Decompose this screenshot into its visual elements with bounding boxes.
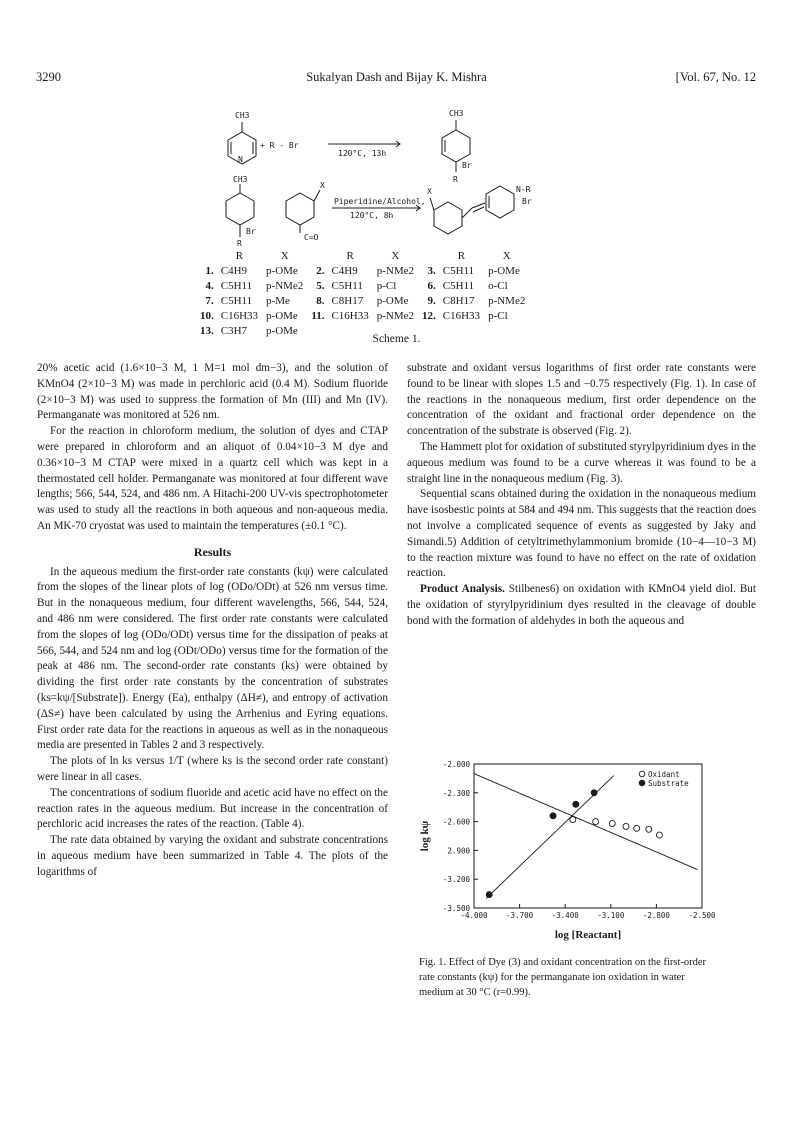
table-header: X: [502, 249, 511, 262]
compound-x: p-NMe2: [376, 309, 415, 322]
paragraph-text: Stilbenes6) on oxidation with KMnO4 yield diol. But the oxidation of styrylpyridinium dyes resulted in the cleavage of double bond with the formation of aldehydes in both the aqueous and: [407, 583, 757, 627]
compound-number: 6.: [427, 279, 436, 292]
compound-x: p-NMe2: [266, 279, 304, 292]
compound-x: p-NMe2: [488, 294, 526, 307]
table-row: [196, 308, 529, 323]
figure-1-chart: [410, 752, 730, 948]
y-tick-label: -2.000: [442, 760, 470, 769]
table-header: X: [391, 249, 400, 262]
table-header-row: [196, 248, 529, 263]
compound-number: 5.: [316, 279, 325, 292]
data-point-substrate: [486, 892, 492, 898]
scheme-structures: [200, 100, 600, 250]
compound-r: C8H17: [331, 294, 364, 307]
data-point-substrate: [591, 790, 597, 796]
compound-r: C3H7: [220, 324, 248, 337]
styryl-phenyl-ring: [434, 202, 462, 234]
paragraph: 20% acetic acid (1.6×10−3 M, 1 M=1 mol dm−3), and the solution of KMnO4 (2×10−3 M) was made in perchloric acid (0.4 M). Sodium fluoride (2×10−3 M) was used to suppress the formation of Mn (III) and Mn (IV). Permanganate was monitored at 526 nm.: [37, 362, 388, 422]
scheme-r1-ring-n: N: [238, 155, 243, 164]
scheme-p2-br: Br: [522, 197, 532, 206]
paragraph: The plots of ln ks versus 1/T (where ks is the second order rate constant) were linear in all cases.: [37, 755, 388, 783]
paragraph: In the aqueous medium the first-order rate constants (kψ) were calculated from the slopes of the linear plots of log (ODo/ODt) at 526 nm versus time. But in the nonaqueous medium, four different wavelengths, 566, 544, 524, and 486 nm were considered. The first order rate constants were calculated from the slopes of log (ODo/ODt) versus time for the dissipation of peaks at 566, 544, and 524 nm and log (ODt/ODo) versus time for the formation of the peak at 486 nm. The second-order rate constants (ks) were obtained by dividing the first order rate constants by the concentration of substrates (ks=kψ/[Substrate]). Energy (Ea), enthalpy (ΔH≠), and entropy of activation (ΔS≠) have been calculated by using the Arrhenius and Eyring equations. First order rate data for the reactions in aqueous as well as in the nonaqueous media are presented in Tables 2 and 3 respectively.: [37, 565, 388, 752]
compound-number: 9.: [427, 294, 436, 307]
compound-number: 13.: [200, 324, 214, 337]
compound-x: p-OMe: [488, 264, 520, 277]
figure-1-caption: [419, 955, 719, 1000]
pyridinium-ring: [442, 130, 470, 162]
data-point-oxidant: [609, 821, 615, 827]
x-tick-label: -3.100: [597, 911, 625, 920]
table-header: R: [346, 249, 354, 262]
scheme-r2-br: Br: [246, 227, 256, 236]
compound-r: C5H11: [331, 279, 363, 292]
data-point-oxidant: [634, 825, 640, 831]
scheme-r2-cho: C=O: [304, 233, 319, 242]
y-tick-label: -3.500: [442, 904, 470, 913]
table-header: R: [457, 249, 466, 262]
paragraph: Sequential scans obtained during the oxidation in the nonaqueous medium have isosbestic points at 584 and 494 nm. This suggests that the reaction does not involve a complicated sequence of events as suggested by Jaky and Simandi.5) Addition of cetyltrimethylammonium bromide (10−4—10−3 M) to the reaction mixture was found to have no effect on the rate of oxidation reaction.: [407, 488, 756, 580]
scheme-p1-br: Br: [462, 161, 472, 170]
fit-line-oxidant: [474, 774, 697, 870]
paragraph: [407, 582, 756, 629]
left-column: [37, 361, 388, 881]
legend-label: Oxidant: [648, 770, 680, 779]
scheme-substituent-table: [196, 248, 529, 338]
scheme-p2-nr: N-R: [516, 185, 531, 194]
table-row: [196, 263, 529, 278]
paragraph: For the reaction in chloroform medium, the solution of dyes and CTAP were prepared in chloroform and an aliquot of 0.04×10−3 M dye and 0.36×10−3 M CTAP were mixed in a quartz cell which was kept in a thermostated cell holder. Permanganate was monitored at four different wave lengths; 566, 544, 524, and 486 nm. A Hitachi-200 UV-vis spectrophotometer was used to study all the reactions in both aqueous and non-aqueous media. An MK-70 cryostat was used to maintain the temperatures (±0.1 °C).: [37, 425, 388, 532]
compound-number: 11.: [311, 309, 325, 322]
x-tick-label: -3.400: [551, 911, 579, 920]
table-header: X: [280, 249, 289, 262]
x-tick-label: -3.700: [506, 911, 534, 920]
legend-marker: [639, 771, 645, 777]
data-point-oxidant: [646, 826, 652, 832]
compound-r: C16H33: [220, 309, 259, 322]
paragraph: The concentrations of sodium fluoride and acetic acid have no effect on the reaction rates in the aqueous medium. But increase in the concentration of perchloric acid increases the rates of the reaction. (Table 4).: [37, 786, 388, 831]
compound-x: p-NMe2: [376, 264, 415, 277]
running-header-authors: Sukalyan Dash and Bijay K. Mishra: [306, 70, 487, 84]
scheme-r1-reagent: + R - Br: [260, 141, 299, 150]
table-header: R: [235, 249, 244, 262]
y-axis-label: log kψ: [419, 820, 431, 852]
paragraph: The rate data obtained by varying the oxidant and substrate concentrations in aqueous medium have been summarized in Table 4. The plots of the logarithms of: [37, 834, 388, 878]
compound-r: C4H9: [220, 264, 248, 277]
benzaldehyde-ring: [286, 193, 314, 225]
data-point-substrate: [550, 813, 556, 819]
y-tick-label: 2.900: [447, 846, 470, 856]
x-tick-label: -4.000: [460, 911, 488, 920]
legend-marker: [639, 780, 645, 786]
compound-x: p-OMe: [376, 294, 409, 307]
table-row: [196, 278, 529, 293]
compound-x: o-Cl: [488, 279, 508, 292]
data-point-oxidant: [656, 832, 662, 838]
x-tick-label: -2.800: [642, 911, 670, 920]
scheme-r2-conditions-top: Piperidine/Alcohol,: [334, 197, 426, 206]
compound-number: 1.: [205, 264, 214, 277]
pyridinium-salt-ring: [226, 193, 254, 225]
scheme-r2-x: X: [320, 181, 325, 190]
running-header-journal: [Vol. 67, No. 12: [675, 70, 756, 84]
compound-r: C5H11: [220, 294, 253, 307]
right-column: [407, 361, 756, 630]
compound-r: C16H33: [442, 309, 481, 322]
figure-caption-text: Fig. 1. Effect of Dye (3) and oxidant concentration on the first-order rate constants (kψ) for the permanganate ion oxidation in water medium at 30 °C (r=0.99).: [419, 957, 707, 998]
data-point-oxidant: [623, 823, 629, 829]
compound-r: C5H11: [220, 279, 253, 292]
styryl-pyridinium-ring: [486, 186, 514, 218]
data-point-substrate: [573, 801, 579, 807]
compound-number: 2.: [316, 264, 325, 277]
compound-r: C5H11: [442, 279, 475, 292]
scheme-r1-conditions: 120°C, 13h: [338, 149, 387, 158]
scheme-p1-ch3: CH3: [449, 109, 464, 118]
y-tick-label: -3.200: [442, 875, 470, 885]
x-axis-label: log [Reactant]: [554, 929, 622, 941]
compound-r: C4H9: [331, 264, 358, 277]
page-number: 3290: [36, 70, 61, 84]
compound-number: 7.: [205, 294, 214, 307]
scheme-r2-ch3: CH3: [233, 175, 248, 184]
scheme-r1-ch3: CH3: [235, 111, 250, 120]
legend-label: Substrate: [648, 779, 689, 788]
compound-x: p-Me: [266, 294, 290, 307]
compound-r: C8H17: [442, 294, 475, 307]
compound-number: 3.: [427, 264, 436, 277]
compound-x: p-Cl: [488, 309, 508, 322]
data-point-oxidant: [570, 817, 576, 823]
compound-x: p-OMe: [266, 309, 298, 322]
compound-number: 8.: [316, 294, 325, 307]
compound-number: 10.: [200, 309, 214, 322]
y-tick-label: -2.300: [442, 788, 470, 798]
compound-x: p-OMe: [266, 264, 298, 277]
compound-number: 4.: [205, 279, 214, 292]
paragraph: substrate and oxidant versus logarithms of first order rate constants were found to be linear with slopes 1.5 and −0.75 respectively (Fig. 1). In case of the reactions in the nonaqueous medium, first order dependence on the concentration of the oxidant and fractional order dependence on the concentration of the substrate is observed (Fig. 2).: [407, 362, 756, 438]
scheme-r2-conditions-bottom: 120°C, 8h: [350, 211, 394, 220]
data-point-oxidant: [593, 819, 599, 825]
compound-r: C5H11: [442, 264, 475, 277]
scheme-p1-r: R: [453, 175, 458, 184]
scheme-r2-r: R: [237, 239, 242, 248]
subsection-heading-product-analysis: Product Analysis.: [420, 583, 505, 596]
paragraph: The Hammett plot for oxidation of substituted styrylpyridinium dyes in the aqueous medium was found to be a curve whereas it was found to be a straight line in the nonaqueous medium (Fig. 3).: [407, 440, 756, 485]
scheme-p2-x: X: [427, 187, 432, 196]
y-tick-label: -2.600: [442, 817, 470, 827]
compound-number: 12.: [422, 309, 436, 322]
table-row: [196, 293, 529, 308]
x-tick-label: -2.500: [688, 911, 716, 920]
compound-r: C16H33: [331, 309, 369, 322]
scheme-caption: Scheme 1.: [372, 333, 421, 345]
compound-x: p-Cl: [376, 279, 397, 292]
section-heading-results: Results: [193, 544, 232, 559]
compound-x: p-OMe: [266, 324, 298, 337]
